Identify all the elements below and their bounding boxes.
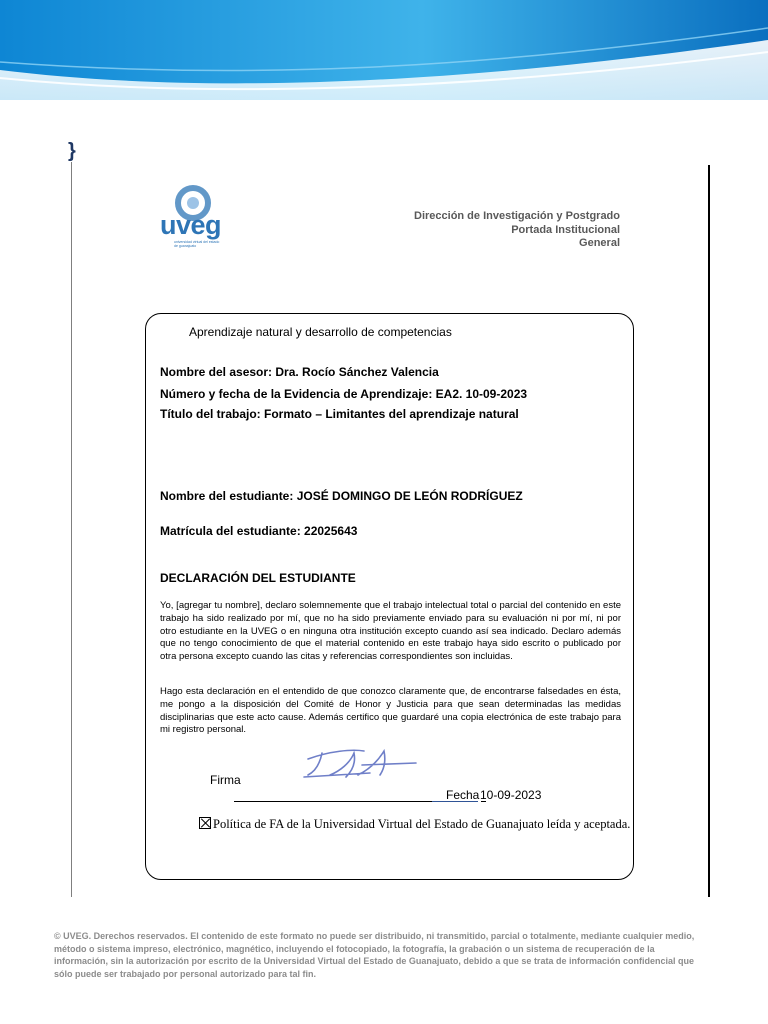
declaration-paragraph-2: Hago esta declaración en el entendido de que conozco claramente que, de encontrarse falsedades en ésta, me pongo a la disposición del Comité de Honor y Justicia para que sean determinadas las medidas disciplinarias que este acto cause. Además certifico que guardaré una copia electrónica de este trabajo para mi registro personal. (160, 686, 621, 736)
policy-text: Política de FA de la Universidad Virtual del Estado de Guanajuato leída y aceptada. (213, 817, 631, 831)
right-margin-line (708, 165, 710, 897)
institution-line-2: Portada Institucional (511, 223, 620, 236)
logo-wordmark: uveg (160, 210, 222, 240)
policy-acceptance (199, 817, 630, 832)
student-id: Matrícula del estudiante: 22025643 (160, 524, 358, 538)
institution-header (414, 210, 620, 251)
student-name: Nombre del estudiante: JOSÉ DOMINGO DE LEÓN RODRÍGUEZ (160, 489, 523, 503)
left-margin-line (71, 162, 72, 897)
institution-line-3: General (579, 237, 620, 249)
signature-label: Firma (210, 773, 241, 787)
course-name: Aprendizaje natural y desarrollo de competencias (189, 325, 452, 339)
copyright-footer: © UVEG. Derechos reservados. El contenido de este formato no puede ser distribuido, ni transmitido, parcial o totalmente, mediante cualquier medio, método o sistema impreso, electrónico, magnético, incluyendo el fotocopiado, la fotografía, la grabación o un sistema de recuperación de la información, sin la autorización por escrito de la Universidad Virtual del Estado de Guanajuato, debido a que se trata de información confidencial que sólo puede ser trabajado por personal autorizado para tal fin. (54, 931, 695, 979)
date-value: 10-09-2023 (480, 788, 542, 802)
institution-line-1: Dirección de Investigación y Postgrado (414, 210, 620, 222)
brace-mark: } (68, 140, 76, 162)
header-banner (0, 0, 768, 100)
evidence-number: Número y fecha de la Evidencia de Aprendizaje: EA2. 10-09-2023 (160, 387, 528, 401)
advisor-name: Nombre del asesor: Dra. Rocío Sánchez Valencia (160, 365, 439, 379)
handwritten-signature (300, 745, 422, 781)
work-title: Título del trabajo: Formato – Limitantes del aprendizaje natural (160, 407, 519, 421)
declaration-heading: DECLARACIÓN DEL ESTUDIANTE (160, 571, 356, 585)
date-label: Fecha (446, 788, 480, 802)
declaration-paragraph-1: Yo, [agregar tu nombre], declaro solemnemente que el trabajo intelectual total o parcial del contenido en este trabajo ha sido realizado por mí, que no ha sido previamente enviado para su evaluación ni por mí, ni por otro estudiante en la UVEG o en ninguna otra institución excepto cuando así sea indicado. Declaro además que no tengo conocimiento de que el material contenido en este trabajo haya sido escrito o publicado por otra persona excepto cuando las citas y referencias correspondientes son incluidas. (160, 600, 621, 663)
signature-line (234, 801, 432, 802)
policy-checkbox[interactable] (199, 817, 211, 829)
logo-subtext: universidad virtual del estado de guanajuato (174, 240, 220, 248)
